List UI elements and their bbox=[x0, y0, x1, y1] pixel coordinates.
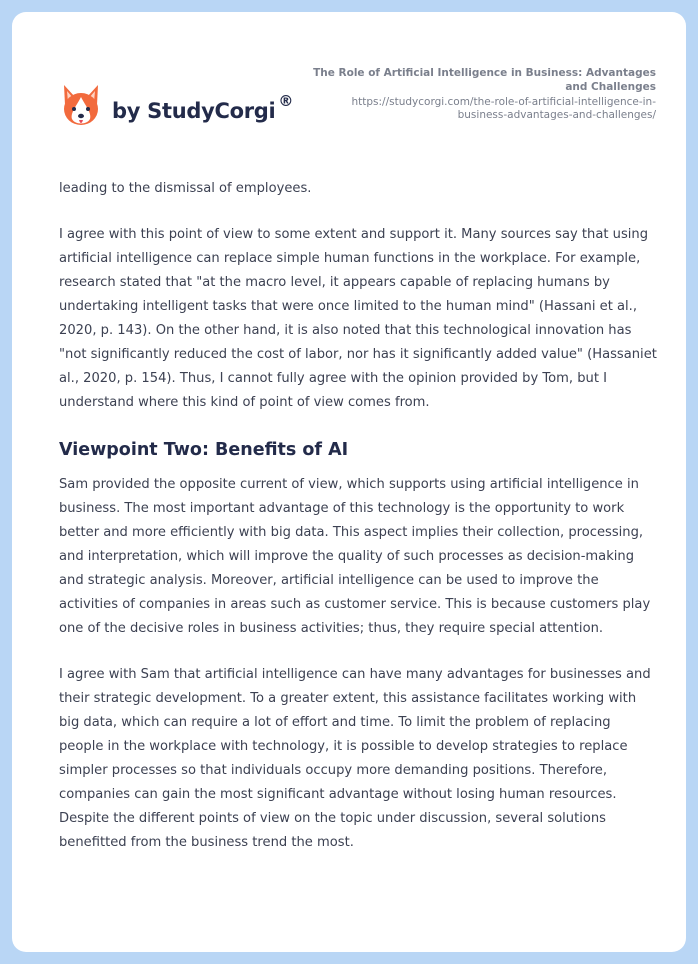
paragraph: Sam provided the opposite current of view, which supports using artificial intelligence in business. The most important advantage of this technology is the opportunity to work better and more efficiently with big data. This aspect implies their collection, processing, and interpretation, which will improve the quality of such processes as decision-making and strategic analysis. Moreover, artificial intelligence can be used to improve the activities of companies in areas such as customer service. This is because customers play one of the decisive roles in business activities; thus, they require special attention. bbox=[59, 477, 651, 636]
document-header bbox=[306, 66, 656, 122]
article-body bbox=[59, 177, 659, 877]
paragraph: leading to the dismissal of employees. bbox=[59, 181, 312, 196]
corgi-icon bbox=[60, 83, 102, 129]
document-title: The Role of Artificial Intelligence in Business: Advantages and Challenges bbox=[313, 67, 656, 93]
studycorgi-logo[interactable] bbox=[60, 76, 293, 136]
brand-name: by StudyCorgi ® bbox=[112, 91, 294, 123]
paragraph: I agree with this point of view to some extent and support it. Many sources say that using artificial intelligence can replace simple human functions in the workplace. For example, research stated that "at the macro level, it appears capable of replacing humans by undertaking intelligent tasks that were once limited to the human mind" (Hassani et al., 2020, p. 143). On the other hand, it is also noted that this technological innovation has "not significantly reduced the cost of labor, nor has it significantly added value" (Hassaniet al., 2020, p. 154). Thus, I cannot fully agree with the opinion provided by Tom, but I understand where this kind of point of view comes from. bbox=[59, 227, 657, 410]
paragraph: I agree with Sam that artificial intelligence can have many advantages for businesses and their strategic development. To a greater extent, this assistance facilitates working with big data, which can require a lot of effort and time. To limit the problem of replacing people in the workplace with technology, it is possible to develop strategies to replace simpler processes so that individuals occupy more demanding positions. Therefore, companies can gain the most significant advantage without losing human resources. Despite the different points of view on the topic under discussion, several solutions benefitted from the business trend the most. bbox=[59, 667, 651, 850]
section-heading: Viewpoint Two: Benefits of AI bbox=[59, 440, 349, 460]
document-page bbox=[12, 12, 686, 952]
document-url[interactable]: https://studycorgi.com/the-role-of-artificial-intelligence-in-business-advantages-and-challenges/ bbox=[351, 96, 656, 121]
